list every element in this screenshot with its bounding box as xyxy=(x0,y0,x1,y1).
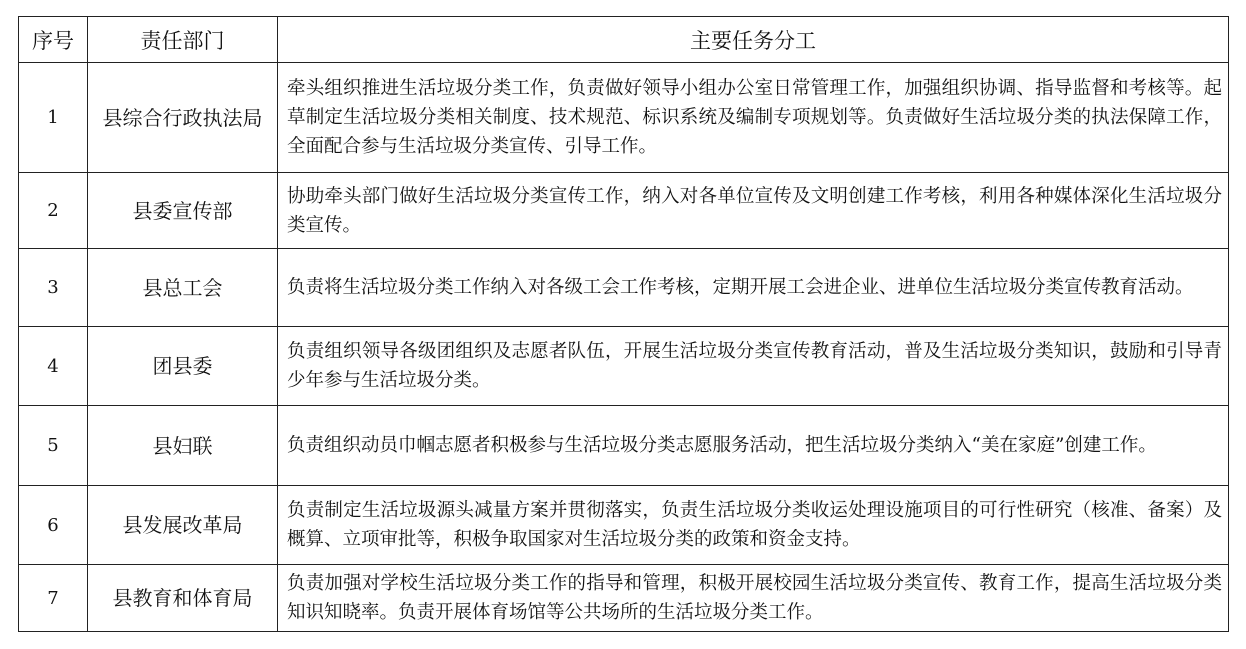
header-dept: 责任部门 xyxy=(88,17,278,63)
header-no: 序号 xyxy=(19,17,88,63)
row-task: 负责将生活垃圾分类工作纳入对各级工会工作考核，定期开展工会进企业、进单位生活垃圾分类宣传教育活动。 xyxy=(278,249,1229,327)
row-no: 2 xyxy=(19,173,88,249)
row-task: 负责组织动员巾帼志愿者积极参与生活垃圾分类志愿服务活动，把生活垃圾分类纳入“美在家庭”创建工作。 xyxy=(278,406,1229,486)
table-row xyxy=(19,406,1229,486)
row-dept: 县教育和体育局 xyxy=(88,565,278,632)
table-row xyxy=(19,486,1229,565)
row-dept: 团县委 xyxy=(88,327,278,406)
row-task: 负责加强对学校生活垃圾分类工作的指导和管理，积极开展校园生活垃圾分类宣传、教育工作，提高生活垃圾分类知识知晓率。负责开展体育场馆等公共场所的生活垃圾分类工作。 xyxy=(278,565,1229,632)
row-no: 4 xyxy=(19,327,88,406)
row-no: 5 xyxy=(19,406,88,486)
row-dept: 县委宣传部 xyxy=(88,173,278,249)
row-no: 3 xyxy=(19,249,88,327)
row-dept: 县发展改革局 xyxy=(88,486,278,565)
table-row xyxy=(19,565,1229,632)
row-no: 1 xyxy=(19,63,88,173)
table-row xyxy=(19,63,1229,173)
row-task: 负责制定生活垃圾源头减量方案并贯彻落实，负责生活垃圾分类收运处理设施项目的可行性研究（核准、备案）及概算、立项审批等，积极争取国家对生活垃圾分类的政策和资金支持。 xyxy=(278,486,1229,565)
row-dept: 县妇联 xyxy=(88,406,278,486)
row-dept: 县综合行政执法局 xyxy=(88,63,278,173)
table-row xyxy=(19,173,1229,249)
row-task: 负责组织领导各级团组织及志愿者队伍，开展生活垃圾分类宣传教育活动，普及生活垃圾分类知识，鼓励和引导青少年参与生活垃圾分类。 xyxy=(278,327,1229,406)
row-task: 牵头组织推进生活垃圾分类工作，负责做好领导小组办公室日常管理工作，加强组织协调、指导监督和考核等。起草制定生活垃圾分类相关制度、技术规范、标识系统及编制专项规划等。负责做好生活垃圾分类的执法保障工作，全面配合参与生活垃圾分类宣传、引导工作。 xyxy=(278,63,1229,173)
table-row xyxy=(19,249,1229,327)
row-dept: 县总工会 xyxy=(88,249,278,327)
row-no: 6 xyxy=(19,486,88,565)
table-header-row xyxy=(19,17,1229,63)
table-row xyxy=(19,327,1229,406)
header-task: 主要任务分工 xyxy=(278,17,1229,63)
responsibility-table-container xyxy=(18,16,1228,632)
row-no: 7 xyxy=(19,565,88,632)
row-task: 协助牵头部门做好生活垃圾分类宣传工作，纳入对各单位宣传及文明创建工作考核，利用各种媒体深化生活垃圾分类宣传。 xyxy=(278,173,1229,249)
responsibility-table xyxy=(18,16,1229,632)
